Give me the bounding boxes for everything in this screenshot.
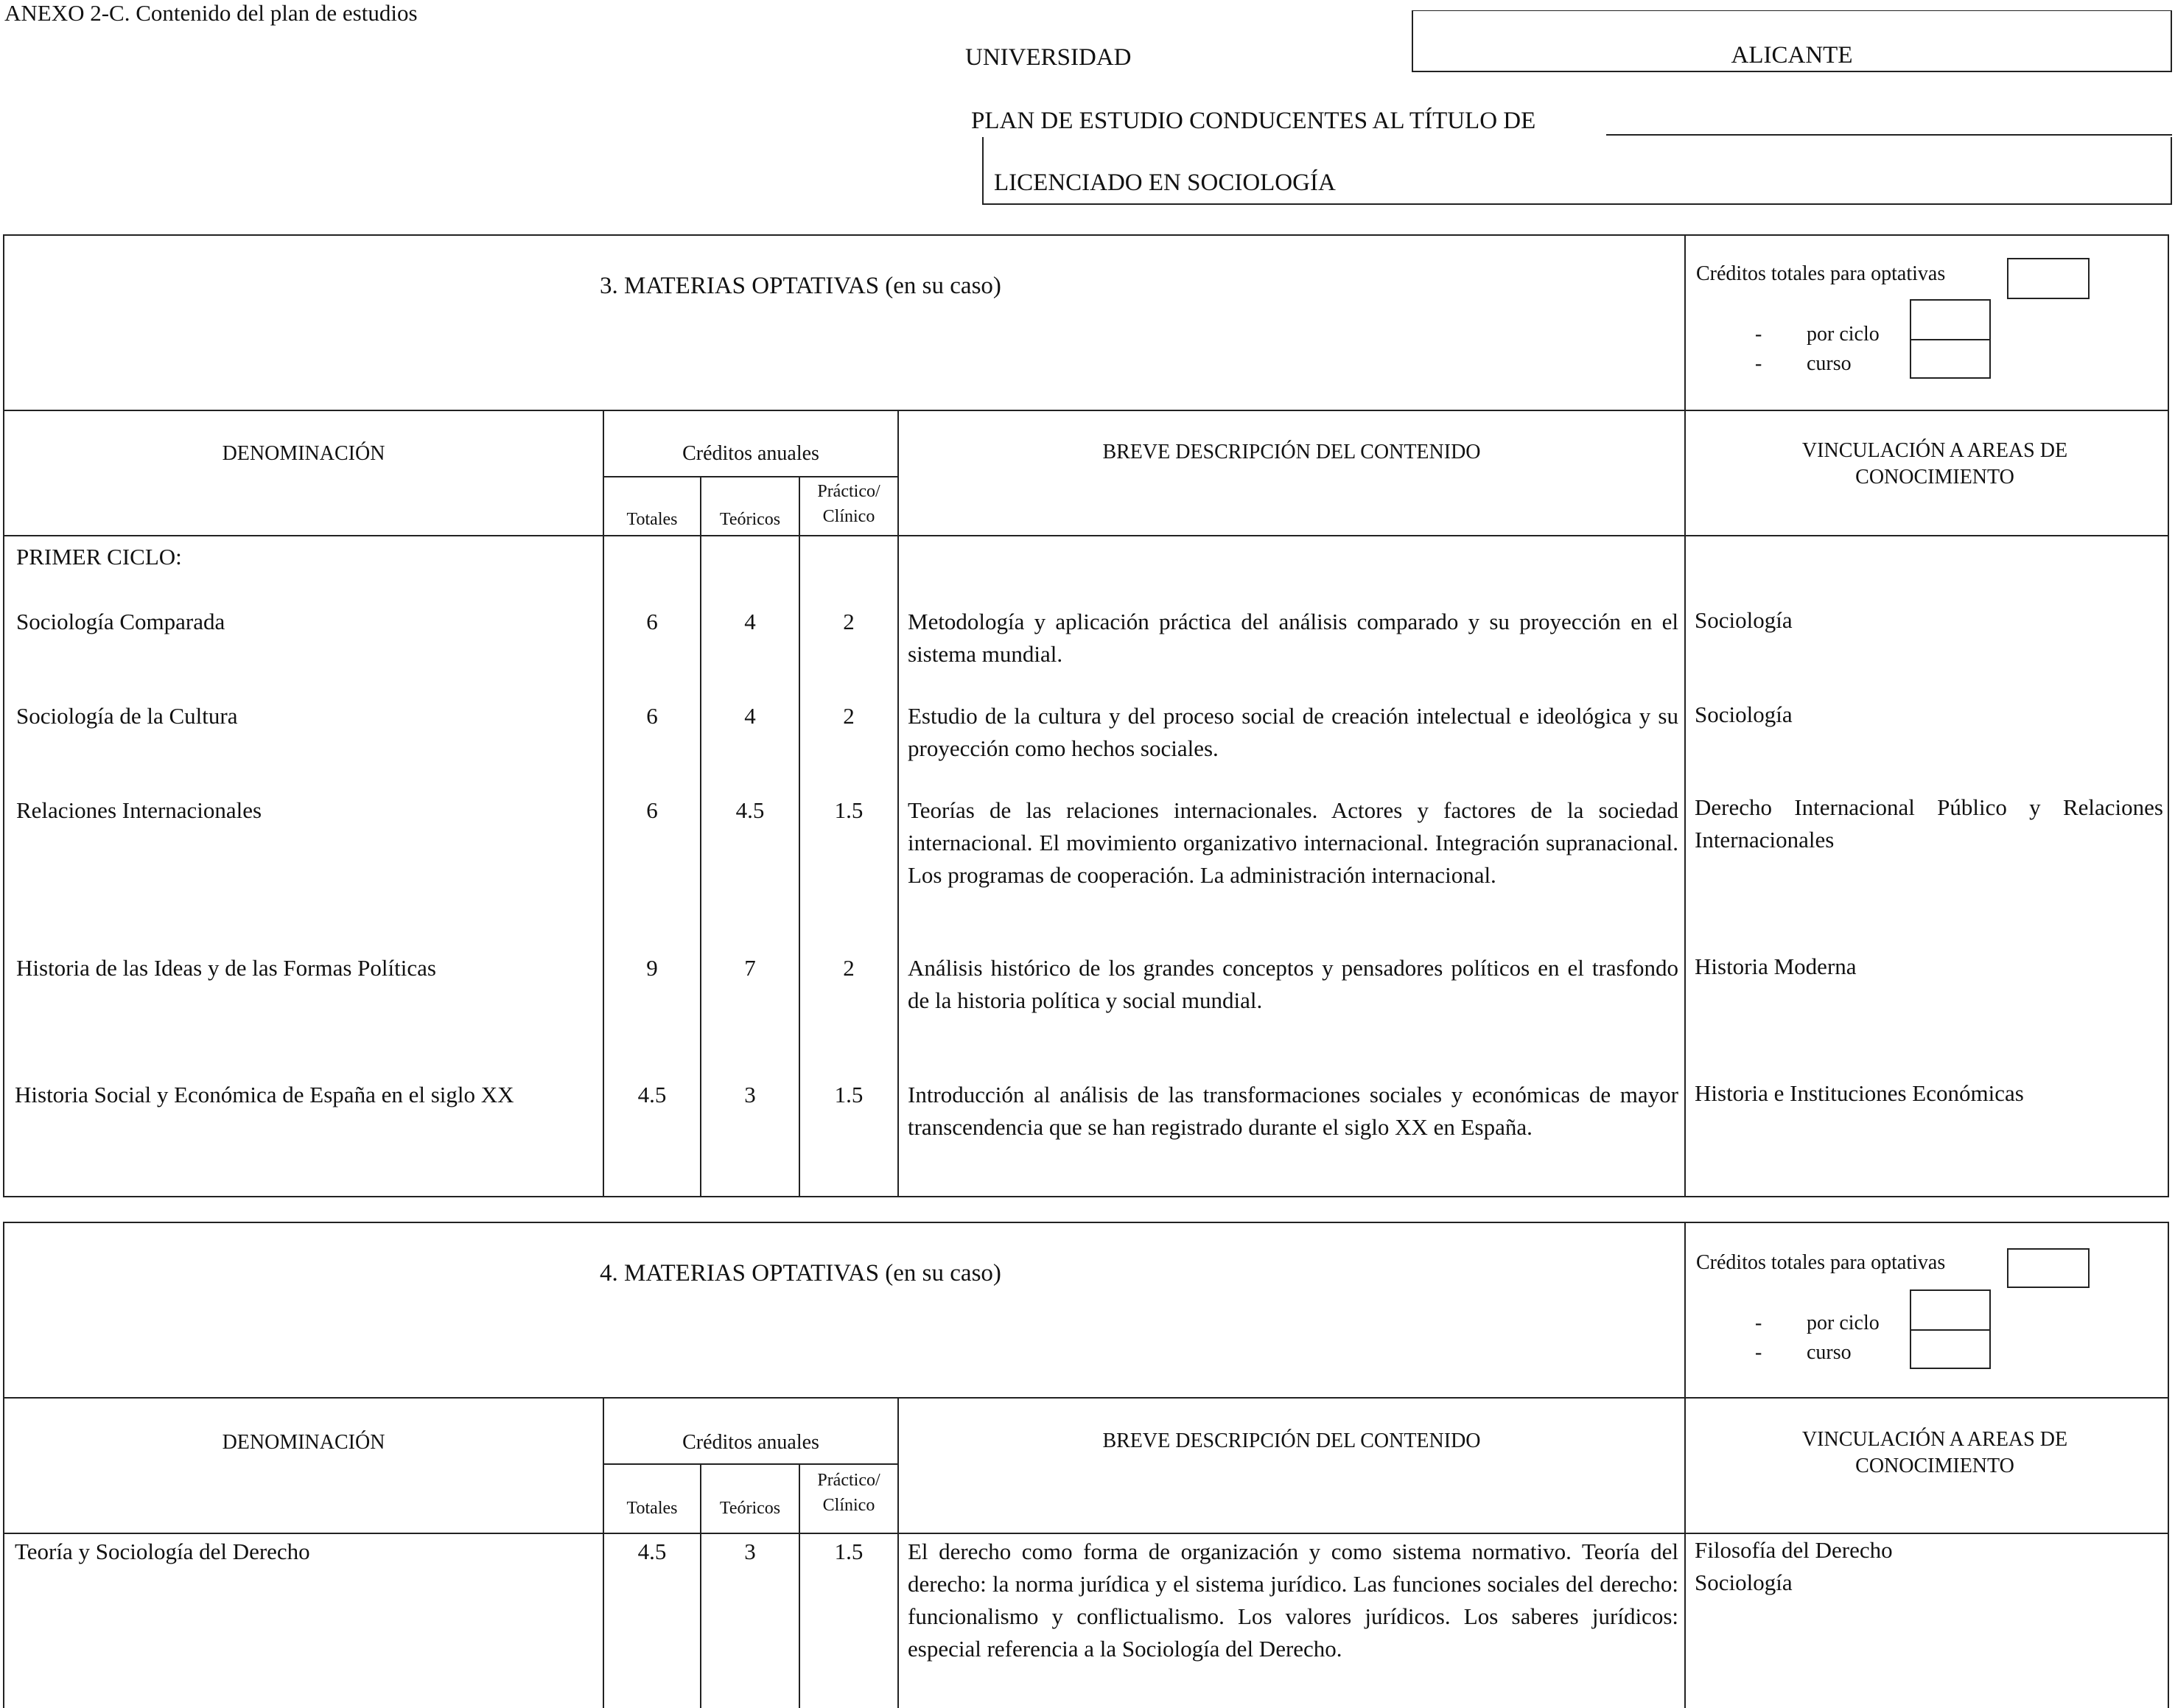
- curso-field[interactable]: [1910, 339, 1991, 379]
- credits-total-field[interactable]: [2007, 258, 2090, 299]
- col-creditos: Créditos anuales: [682, 1431, 819, 1454]
- col-denominacion: DENOMINACIÓN: [222, 442, 385, 465]
- subject-name: Relaciones Internacionales: [16, 797, 262, 823]
- credits-totales: 6: [646, 703, 658, 729]
- section-title: 3. MATERIAS OPTATIVAS (en su caso): [600, 273, 1001, 299]
- credits-teoricos: 4.5: [735, 797, 765, 823]
- por-ciclo-label: por ciclo: [1807, 1312, 1880, 1334]
- divider: [604, 476, 897, 477]
- col-practico: Práctico/ Clínico: [817, 1471, 880, 1515]
- university-box: [1412, 10, 2172, 72]
- credits-practico: 2: [843, 955, 855, 981]
- divider: [604, 1463, 897, 1465]
- subject-name: Historia de las Ideas y de las Formas Políticas: [16, 955, 436, 981]
- credits-teoricos: 4: [744, 703, 756, 729]
- por-ciclo-field[interactable]: [1910, 299, 1991, 340]
- knowledge-area: Historia e Instituciones Económicas: [1695, 1080, 2024, 1106]
- col-teoricos: Teóricos: [719, 1499, 781, 1518]
- subject-description: Teorías de las relaciones internacionales. Actores y factores de la sociedad internacional. El movimiento organizativo internacional. Integración supranacional. Los programas de cooperación. La administración internacional.: [908, 797, 1678, 888]
- credits-totales: 6: [646, 797, 658, 823]
- university-value: ALICANTE: [1731, 42, 1853, 69]
- col-creditos: Créditos anuales: [682, 442, 819, 465]
- subject-name: Historia Social y Económica de España en el siglo XX: [15, 1082, 514, 1107]
- por-ciclo-label: por ciclo: [1807, 323, 1880, 346]
- subject-description: El derecho como forma de organización y como sistema normativo. Teoría del derecho: la norma jurídica y el sistema jurídico. Las funciones sociales del derecho: funcionalismo y conflictualismo. Los valores jurídicos. Los saberes jurídicos: especial referencia a la Sociología del Derecho.: [908, 1539, 1678, 1662]
- curso-field[interactable]: [1910, 1329, 1991, 1369]
- annex-heading: ANEXO 2-C. Contenido del plan de estudios: [4, 0, 418, 26]
- col-vinculacion: VINCULACIÓN A AREAS DE CONOCIMIENTO: [1801, 1428, 2068, 1477]
- col-practico: Práctico/ Clínico: [817, 482, 880, 526]
- credits-total-field[interactable]: [2007, 1248, 2090, 1288]
- divider: [4, 535, 2168, 536]
- knowledge-area: Derecho Internacional Público y Relaciones Internacionales: [1695, 794, 2163, 853]
- subject-name: Sociología Comparada: [16, 609, 225, 634]
- divider: [799, 1463, 800, 1708]
- credits-totales: 4.5: [637, 1082, 667, 1107]
- divider: [4, 1397, 2168, 1399]
- subject-name: Teoría y Sociología del Derecho: [15, 1539, 310, 1564]
- credits-practico: 1.5: [834, 1082, 864, 1107]
- credits-total-label: Créditos totales para optativas: [1696, 262, 1946, 285]
- curso-label: curso: [1807, 1341, 1852, 1364]
- col-totales: Totales: [626, 1499, 678, 1518]
- credits-practico: 1.5: [834, 1539, 864, 1564]
- divider: [1684, 1397, 1686, 1708]
- col-descripcion: BREVE DESCRIPCIÓN DEL CONTENIDO: [1102, 1429, 1481, 1452]
- divider: [897, 410, 899, 1196]
- credits-teoricos: 4: [744, 609, 756, 634]
- credits-practico: 2: [843, 703, 855, 729]
- credits-teoricos: 3: [744, 1539, 756, 1564]
- subject-description: Análisis histórico de los grandes conceptos y pensadores políticos en el trasfondo de la historia política y social mundial.: [908, 955, 1678, 1013]
- dash: -: [1755, 352, 1762, 375]
- plan-value: LICENCIADO EN SOCIOLOGÍA: [994, 169, 1336, 196]
- subject-description: Introducción al análisis de las transformaciones sociales y económicas de mayor transcendencia que se han registrado durante el siglo XX en España.: [908, 1082, 1678, 1140]
- divider: [1684, 236, 1686, 411]
- dash: -: [1755, 323, 1762, 346]
- divider: [1684, 1223, 1686, 1399]
- divider: [1684, 410, 1686, 1196]
- credits-teoricos: 7: [744, 955, 756, 981]
- subject-description: Estudio de la cultura y del proceso social de creación intelectual e ideológica y su proyección como hechos sociales.: [908, 703, 1678, 761]
- por-ciclo-field[interactable]: [1910, 1289, 1991, 1331]
- plan-label: PLAN DE ESTUDIO CONDUCENTES AL TÍTULO DE: [971, 108, 1536, 134]
- knowledge-area: Sociología: [1695, 1569, 1793, 1595]
- col-totales: Totales: [626, 510, 678, 529]
- col-denominacion: DENOMINACIÓN: [222, 1431, 385, 1454]
- cycle-label: PRIMER CICLO:: [16, 544, 182, 570]
- knowledge-area: Sociología: [1695, 701, 1793, 727]
- university-label: UNIVERSIDAD: [965, 44, 1132, 71]
- plan-box: [982, 137, 2172, 205]
- knowledge-area: Historia Moderna: [1695, 953, 1857, 979]
- subject-name: Sociología de la Cultura: [16, 703, 238, 729]
- dash: -: [1755, 1312, 1762, 1334]
- credits-totales: 4.5: [637, 1539, 667, 1564]
- knowledge-area: Filosofía del Derecho: [1695, 1537, 1893, 1563]
- col-teoricos: Teóricos: [719, 510, 781, 529]
- credits-total-label: Créditos totales para optativas: [1696, 1251, 1946, 1274]
- plan-label-rule: [1606, 134, 2172, 136]
- divider: [4, 410, 2168, 411]
- credits-totales: 9: [646, 955, 658, 981]
- credits-practico: 1.5: [834, 797, 864, 823]
- subject-description: Metodología y aplicación práctica del análisis comparado y su proyección en el sistema mundial.: [908, 609, 1678, 667]
- section-3-table: [3, 234, 2169, 1197]
- credits-teoricos: 3: [744, 1082, 756, 1107]
- knowledge-area: Sociología: [1695, 607, 1793, 633]
- credits-totales: 6: [646, 609, 658, 634]
- credits-practico: 2: [843, 609, 855, 634]
- curso-label: curso: [1807, 352, 1852, 375]
- section-title: 4. MATERIAS OPTATIVAS (en su caso): [600, 1260, 1001, 1287]
- col-vinculacion: VINCULACIÓN A AREAS DE CONOCIMIENTO: [1801, 439, 2068, 489]
- section-4-table: [3, 1222, 2169, 1708]
- col-descripcion: BREVE DESCRIPCIÓN DEL CONTENIDO: [1102, 441, 1481, 463]
- dash: -: [1755, 1341, 1762, 1364]
